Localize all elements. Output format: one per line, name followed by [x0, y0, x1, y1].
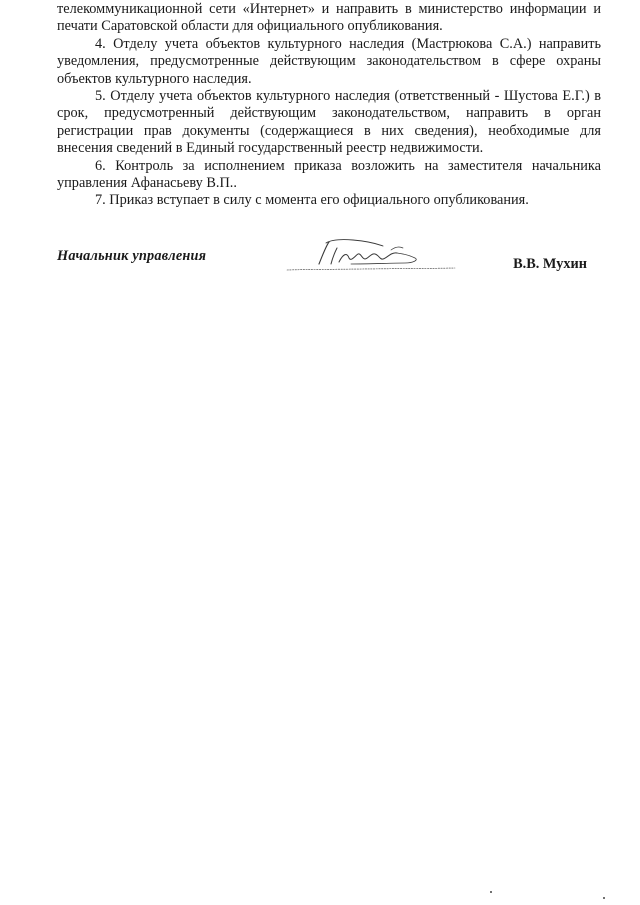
paragraph-4: 4. Отделу учета объектов культурного наследия (Мастрюкова С.А.) направить уведомления, предусмотренные действующим законодательством в сфере охраны объектов культурного наследия.	[57, 35, 601, 87]
scan-speck	[490, 891, 492, 893]
scan-speck	[603, 897, 605, 899]
handwritten-signature	[279, 234, 469, 276]
paragraph-6: 6. Контроль за исполнением приказа возложить на заместителя начальника управления Афанасьеву В.П..	[57, 157, 601, 192]
paragraph-3-continuation: телекоммуникационной сети «Интернет» и направить в министерство информации и печати Саратовской области для официального опубликования.	[57, 1, 601, 35]
order-body	[57, 1, 601, 210]
signatory-position: Начальник управления	[57, 248, 207, 264]
signature-block	[57, 248, 601, 278]
signatory-name: В.В. Мухин	[513, 256, 587, 272]
paragraph-7: 7. Приказ вступает в силу с момента его официального опубликования.	[95, 192, 529, 209]
paragraph-5: 5. Отделу учета объектов культурного наследия (ответственный - Шустова Е.Г.) в срок, предусмотренный действующим законодательством, направить в орган регистрации прав документы (содержащиеся в них сведения), необходимые для внесения сведений в Единый государственный реестр недвижимости.	[57, 88, 601, 157]
